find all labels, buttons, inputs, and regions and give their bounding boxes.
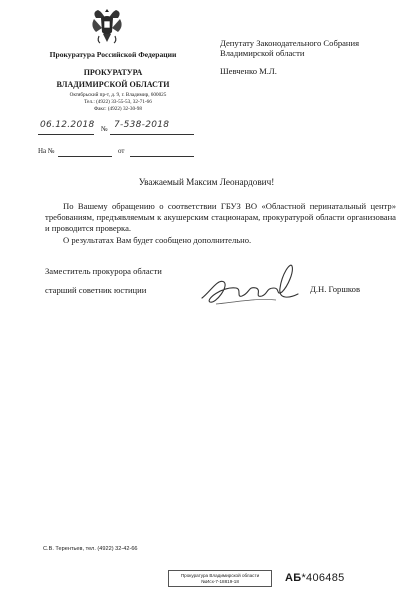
signer-name: Д.Н. Горшков: [310, 284, 361, 294]
sender-org-name: Прокуратура Российской Федерации: [49, 50, 177, 59]
number-label: №: [101, 125, 108, 133]
serial-digits: 406485: [306, 572, 345, 584]
from-label: от: [118, 147, 125, 155]
form-serial-number: [285, 572, 345, 584]
sender-org-region: ВЛАДИМИРСКОЙ ОБЛАСТИ: [56, 80, 170, 89]
handwritten-signature: [196, 258, 304, 310]
salutation: Уважаемый Максим Леонардович!: [138, 177, 275, 187]
sender-fax: Факс: (4922) 32-30-98: [94, 106, 142, 112]
sender-org-title: ПРОКУРАТУРА: [83, 68, 143, 77]
from-underline: [130, 148, 194, 157]
sender-phone: Тел.: (4922) 33-55-53, 32-71-66: [84, 99, 152, 105]
letter-paragraph-1: По Вашему обращению о соответствии ГБУЗ ВО «Областной перинатальный центр» требованиям, предъявляемым к акушерским стационарам, прокуратурой области организована и проводится проверка.: [45, 201, 396, 234]
stamp-outgoing-number: №Исх-7-18819-18: [201, 578, 239, 584]
stamp-org: Прокуратура Владимирской области: [180, 572, 260, 578]
letter-paragraph-2: О результатах Вам будет сообщено дополнительно.: [63, 234, 252, 245]
coat-of-arms-icon: [88, 6, 126, 46]
sender-address: Октябрьский пр-т, д. 9, г. Владимир, 600025: [69, 92, 167, 98]
reference-underline: [58, 148, 112, 157]
signer-position-line1: Заместитель прокурора области: [45, 266, 162, 276]
serial-series: АБ: [285, 572, 302, 584]
recipient-name: Шевченко М.Л.: [220, 66, 277, 76]
recipient-title-line2: Владимирской области: [220, 48, 305, 58]
signer-position-line2: старший советник юстиции: [45, 285, 147, 295]
handwritten-date: 06.12.2018: [40, 120, 95, 130]
recipient-title-line1: Депутату Законодательного Собрания: [220, 38, 360, 48]
letter-body: [45, 201, 396, 246]
serial-star: *: [301, 572, 307, 584]
executor-contact: С.В. Терентьев, тел. (4922) 32-42-66: [43, 546, 138, 552]
reference-label: На №: [38, 147, 55, 155]
registration-stamp: [168, 570, 272, 587]
handwritten-number: 7-538-2018: [114, 120, 170, 130]
